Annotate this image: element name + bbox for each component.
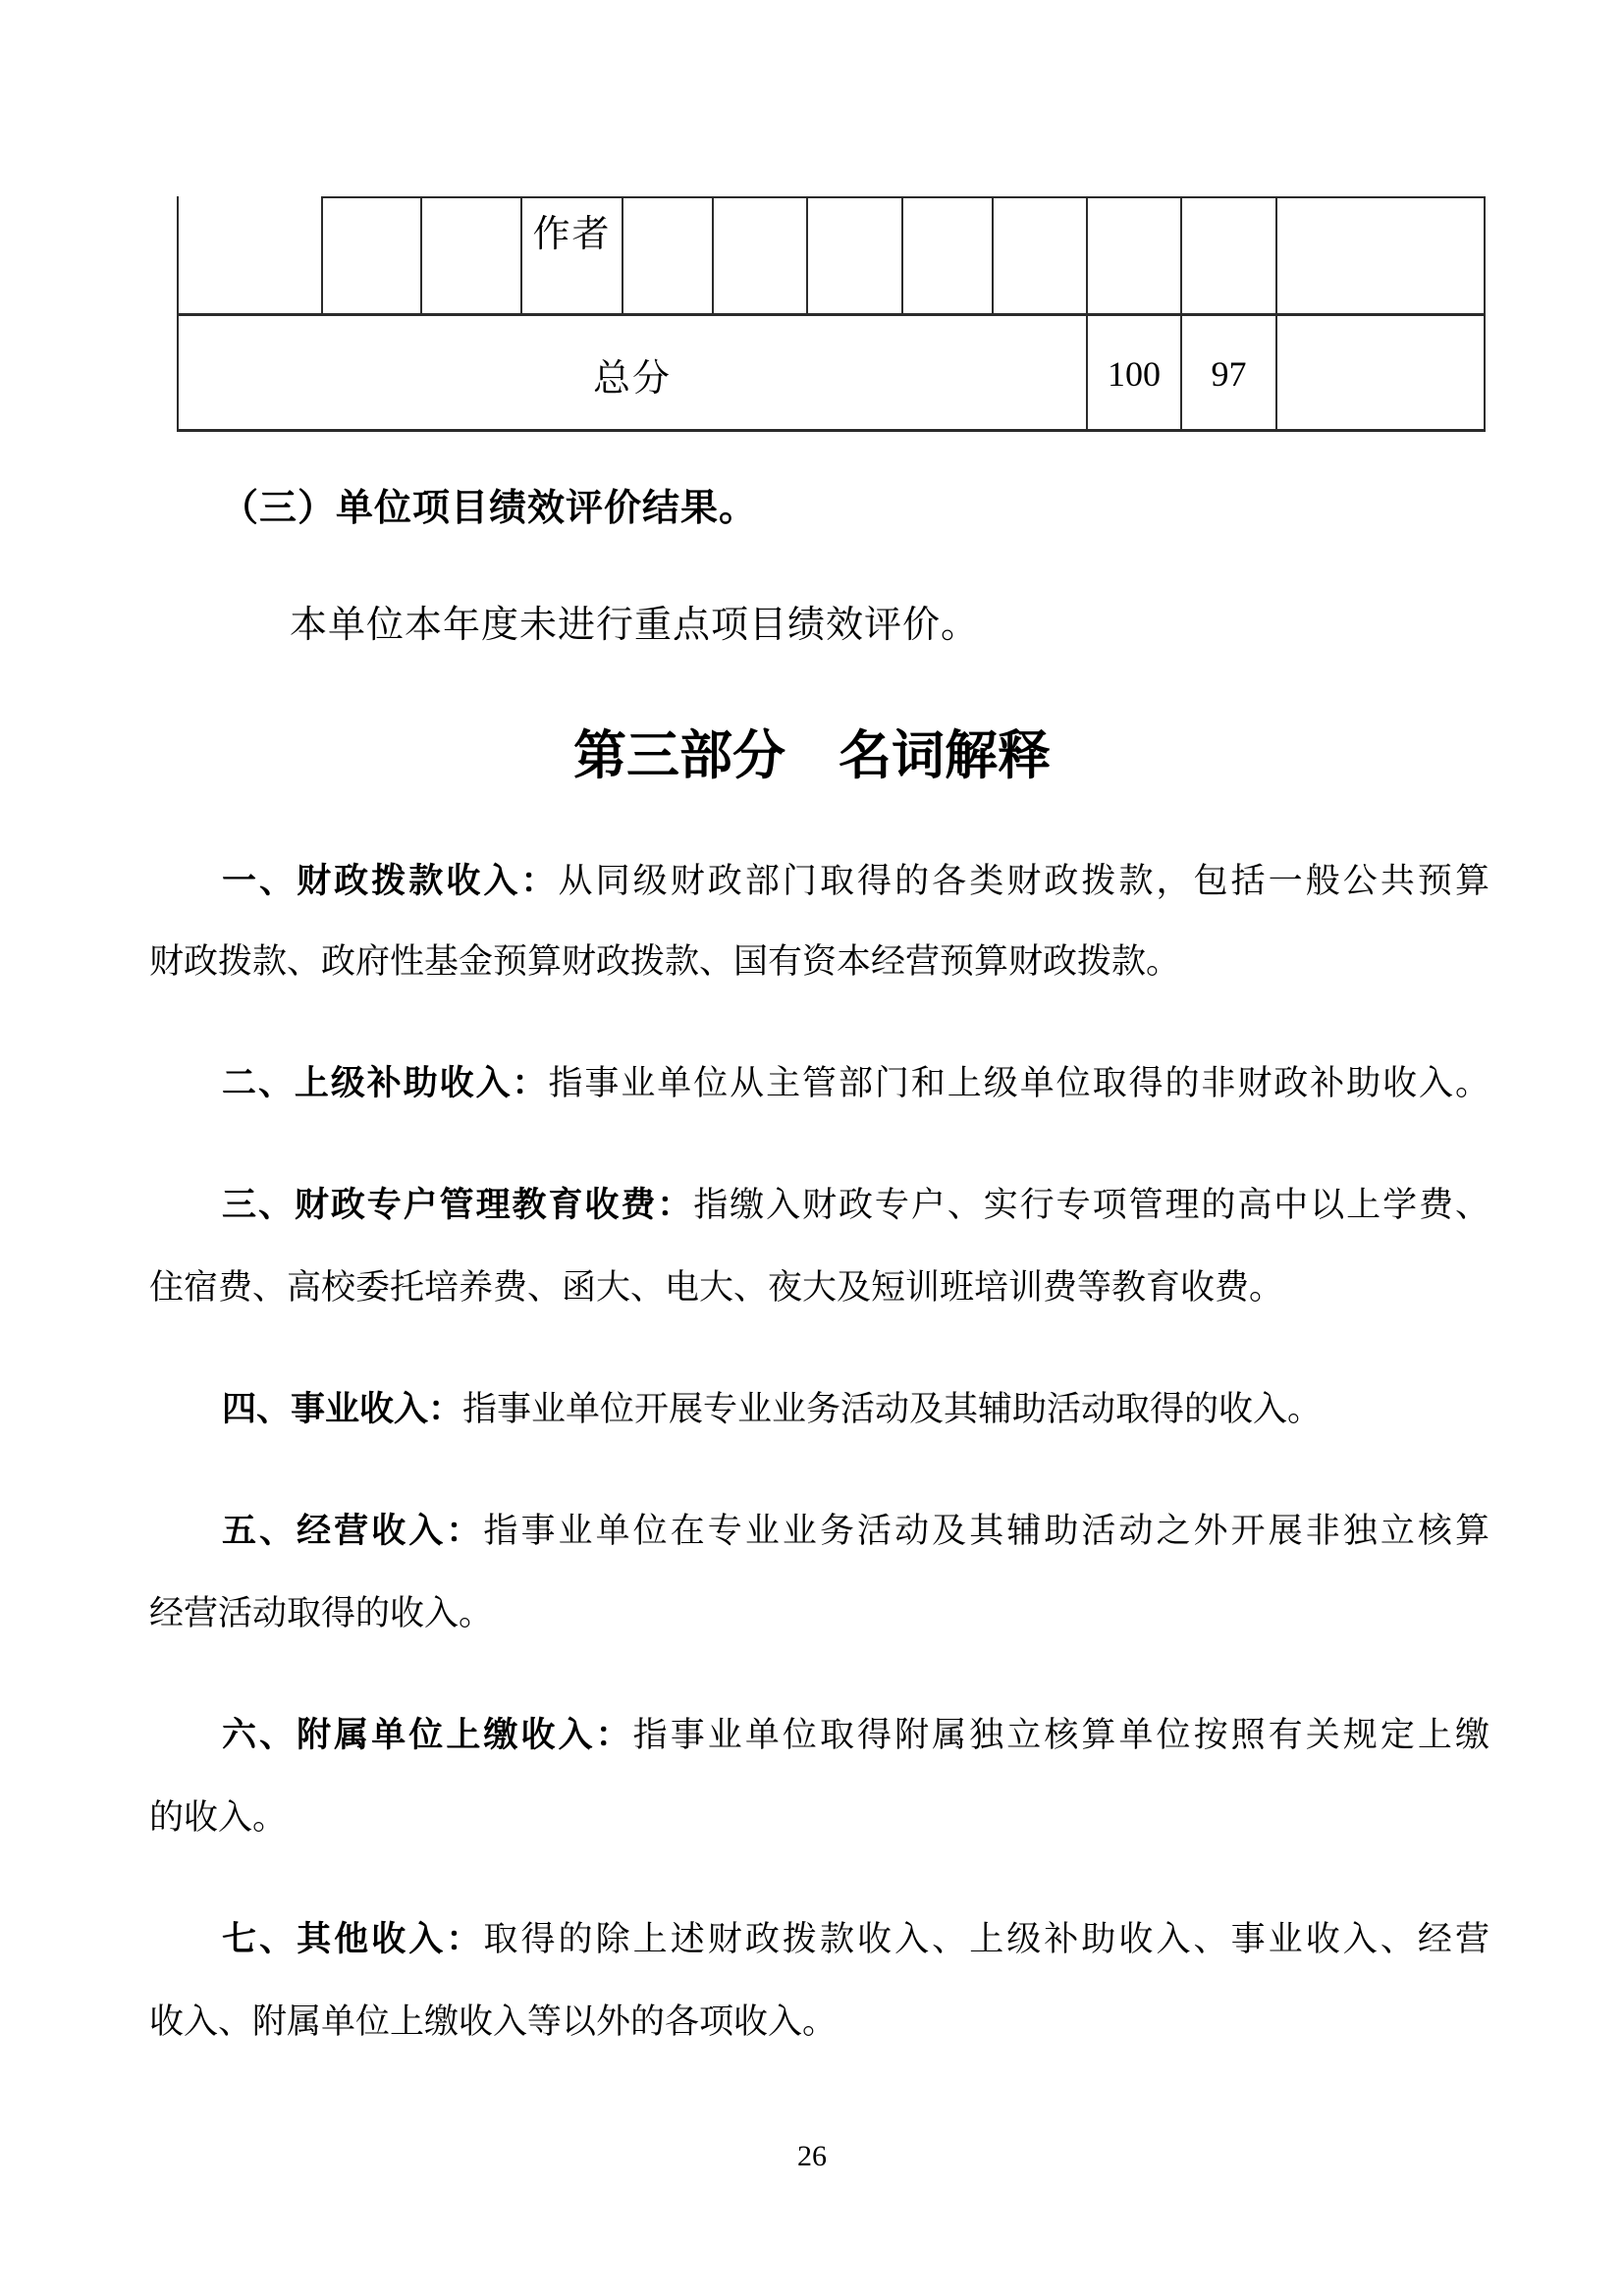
table-cell [321,196,420,313]
definition-4-line-1 [149,1388,1489,1431]
section-heading: （三）单位项目绩效评价结果。 [221,488,758,529]
table-cell [622,196,712,313]
definition-5-line-2: 经营活动取得的收入。 [149,1594,494,1632]
definition-4-text: 指事业单位开展专业业务活动及其辅助活动取得的收入。 [462,1390,1323,1428]
table-cell [1275,196,1486,313]
definition-2-term: 二、上级补助收入： [222,1064,549,1102]
definition-5-line-1 [149,1510,1489,1553]
table-cell-author: 作者 [520,196,622,313]
definition-6-term: 六、附属单位上缴收入： [222,1716,633,1754]
definition-6-text: 指事业单位取得附属独立核算单位按照有关规定上缴 [632,1716,1489,1754]
definition-1-line-1 [149,860,1489,903]
definition-1-line-2: 财政拨款、政府性基金预算财政拨款、国有资本经营预算财政拨款。 [149,942,1181,981]
table-cell [712,196,806,313]
table-cell [992,196,1086,313]
page-number: 26 [797,2140,827,2172]
table-cell [901,196,992,313]
definition-3-text: 指缴入财政专户、实行专项管理的高中以上学费、 [693,1186,1489,1224]
definition-7-line-2: 收入、附属单位上缴收入等以外的各项收入。 [149,2002,838,2041]
table-cell [420,196,520,313]
part-title: 第三部分 名词解释 [573,726,1051,785]
definition-6-line-2: 的收入。 [149,1798,288,1837]
table-cell [1180,196,1275,313]
definition-3-term: 三、财政专户管理教育收费： [222,1186,694,1224]
definition-7-text: 取得的除上述财政拨款收入、上级补助收入、事业收入、经营 [483,1920,1489,1958]
definition-1-term: 一、财政拨款收入： [222,862,559,900]
definition-4-term: 四、事业收入： [222,1390,463,1428]
definition-3-line-2: 住宿费、高校委托培养费、函大、电大、夜大及短训班培训费等教育收费。 [149,1268,1284,1307]
table-cell-score: 97 [1180,313,1275,432]
definition-6-line-1 [149,1714,1489,1757]
definition-2-text: 指事业单位从主管部门和上级单位取得的非财政补助收入。 [548,1064,1489,1102]
definition-5-text: 指事业单位在专业业务活动及其辅助活动之外开展非独立核算 [483,1512,1489,1550]
section-body-text: 本单位本年度未进行重点项目绩效评价。 [290,605,980,646]
definition-5-term: 五、经营收入： [222,1512,484,1550]
definition-1-text: 从同级财政部门取得的各类财政拨款，包括一般公共预算 [558,862,1489,900]
score-table [177,196,1486,432]
definition-7-term: 七、其他收入： [222,1920,484,1958]
table-cell-total-label: 总分 [177,313,1086,432]
table-cell [1275,313,1486,432]
definition-3-line-1 [149,1184,1489,1227]
definition-2-line-1 [149,1062,1489,1105]
table-cell [177,196,321,313]
definition-7-line-1 [149,1918,1489,1961]
table-cell [1086,196,1180,313]
table-cell-full-score: 100 [1086,313,1180,432]
table-cell [806,196,901,313]
